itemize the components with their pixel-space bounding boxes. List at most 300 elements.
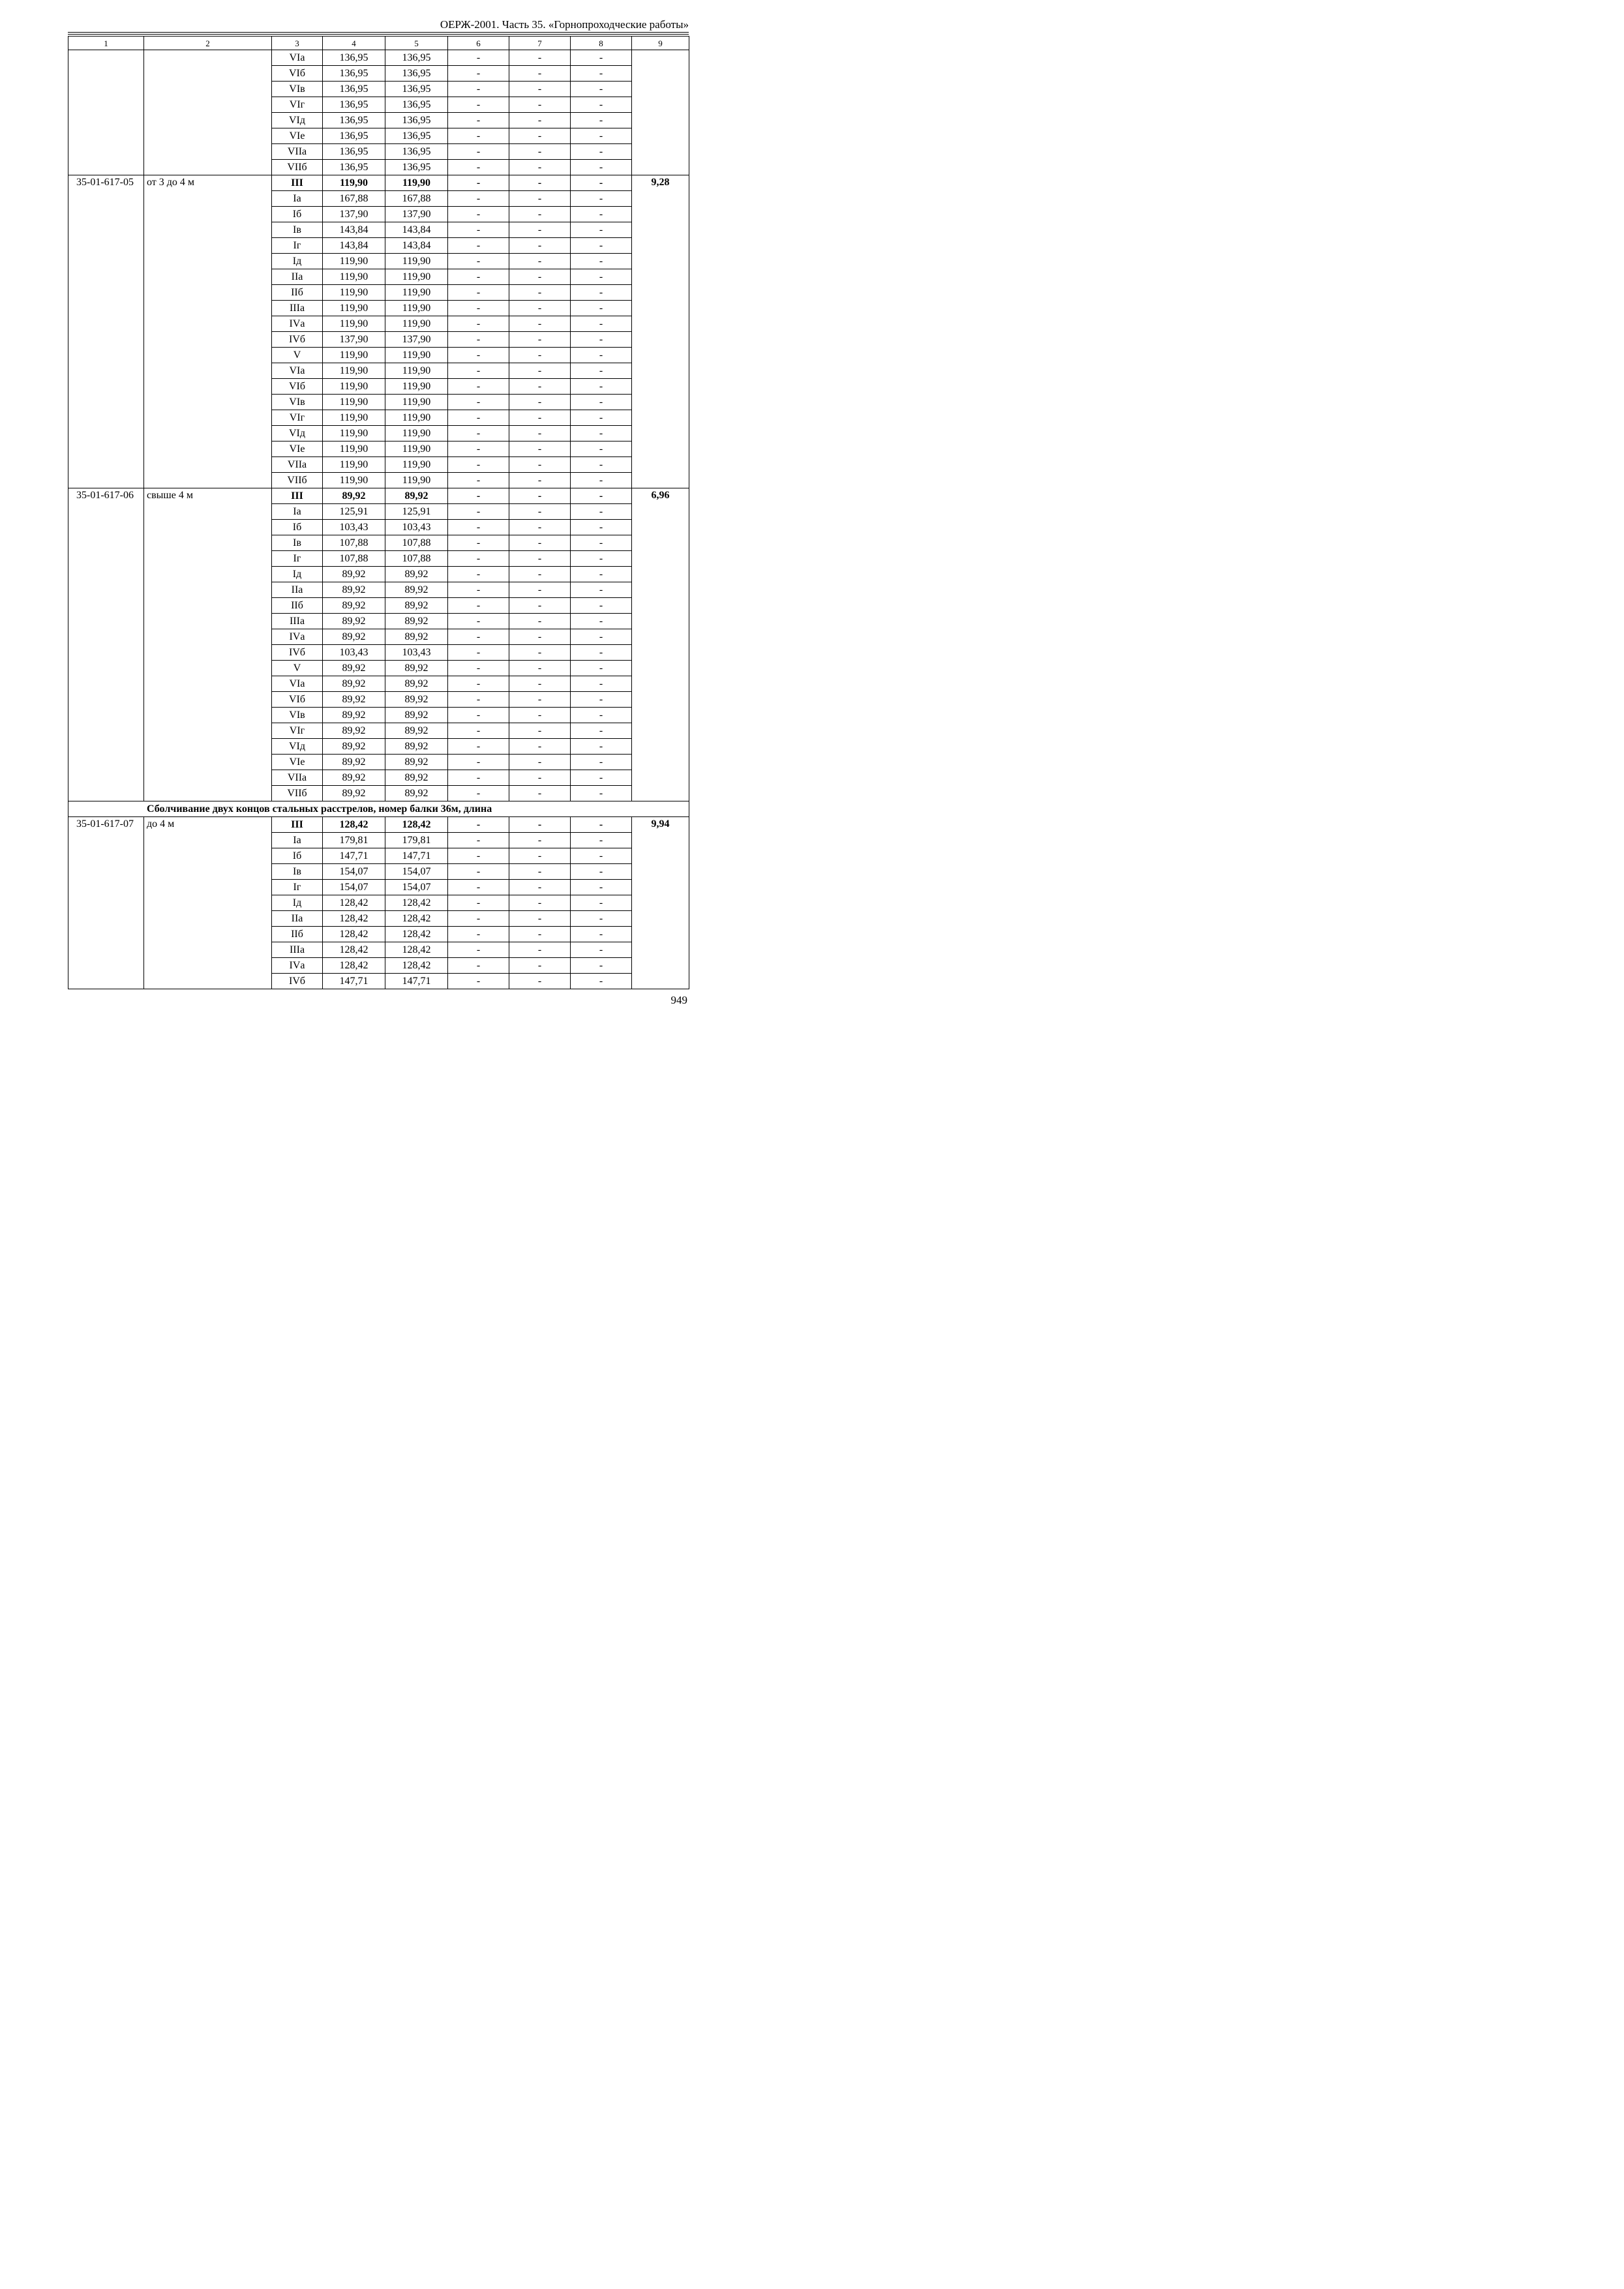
value-cell: - <box>448 113 509 128</box>
value-cell: - <box>509 269 571 285</box>
value-cell: - <box>448 66 509 82</box>
value-cell: - <box>509 441 571 457</box>
col9-value <box>632 927 689 942</box>
rate-code <box>68 301 144 316</box>
rate-description <box>144 864 272 880</box>
rate-code <box>68 942 144 958</box>
value-cell: - <box>509 410 571 426</box>
col9-value <box>632 708 689 723</box>
cost-cell: 89,92 <box>323 567 385 582</box>
value-cell: - <box>448 175 509 191</box>
table-row <box>68 942 689 958</box>
table-row <box>68 473 689 488</box>
value-cell: - <box>448 770 509 786</box>
rate-code <box>68 207 144 222</box>
zone-cell: III <box>272 817 323 833</box>
value-cell: - <box>509 473 571 488</box>
rate-code <box>68 82 144 97</box>
value-cell: - <box>571 629 632 645</box>
cost-cell: 136,95 <box>385 144 448 160</box>
value-cell: - <box>448 755 509 770</box>
table-row <box>68 332 689 348</box>
col9-value: 9,94 <box>632 817 689 833</box>
table-row <box>68 739 689 755</box>
value-cell: - <box>509 770 571 786</box>
cost-cell: 119,90 <box>385 379 448 395</box>
rate-code: 35-01-617-07 <box>68 817 144 833</box>
zone-cell: VIд <box>272 739 323 755</box>
rate-code <box>68 958 144 974</box>
cost-cell: 125,91 <box>323 504 385 520</box>
cost-cell: 119,90 <box>385 348 448 363</box>
zone-cell: VIа <box>272 676 323 692</box>
cost-cell: 89,92 <box>323 770 385 786</box>
value-cell: - <box>571 191 632 207</box>
cost-cell: 89,92 <box>385 770 448 786</box>
table-row <box>68 598 689 614</box>
cost-cell: 128,42 <box>323 958 385 974</box>
value-cell: - <box>509 50 571 66</box>
cost-cell: 89,92 <box>385 661 448 676</box>
value-cell: - <box>448 97 509 113</box>
col9-value <box>632 770 689 786</box>
zone-cell: IVб <box>272 332 323 348</box>
value-cell: - <box>509 66 571 82</box>
value-cell: - <box>448 128 509 144</box>
rate-code <box>68 504 144 520</box>
table-row <box>68 708 689 723</box>
rate-description <box>144 144 272 160</box>
rate-description <box>144 911 272 927</box>
value-cell: - <box>509 175 571 191</box>
rate-code <box>68 755 144 770</box>
rate-code <box>68 426 144 441</box>
value-cell: - <box>571 254 632 269</box>
col9-value <box>632 160 689 175</box>
value-cell: - <box>509 285 571 301</box>
cost-cell: 119,90 <box>323 410 385 426</box>
value-cell: - <box>571 316 632 332</box>
table-row <box>68 974 689 989</box>
zone-cell: IIIа <box>272 614 323 629</box>
table-row <box>68 191 689 207</box>
value-cell: - <box>509 895 571 911</box>
table-row <box>68 410 689 426</box>
value-cell: - <box>448 457 509 473</box>
rate-code <box>68 927 144 942</box>
value-cell: - <box>448 50 509 66</box>
cost-cell: 119,90 <box>385 285 448 301</box>
zone-cell: IVб <box>272 645 323 661</box>
value-cell: - <box>509 848 571 864</box>
zone-cell: Iв <box>272 864 323 880</box>
value-cell: - <box>509 395 571 410</box>
cost-cell: 143,84 <box>323 238 385 254</box>
cost-cell: 107,88 <box>385 551 448 567</box>
cost-cell: 154,07 <box>323 864 385 880</box>
col9-value <box>632 629 689 645</box>
col9-value <box>632 207 689 222</box>
value-cell: - <box>571 441 632 457</box>
rate-description <box>144 567 272 582</box>
rate-description <box>144 457 272 473</box>
cost-cell: 119,90 <box>323 457 385 473</box>
value-cell: - <box>571 974 632 989</box>
rate-description <box>144 285 272 301</box>
table-row <box>68 316 689 332</box>
value-cell: - <box>571 97 632 113</box>
table-row <box>68 175 689 191</box>
zone-cell: Iд <box>272 567 323 582</box>
value-cell: - <box>571 911 632 927</box>
table-row <box>68 770 689 786</box>
value-cell: - <box>448 488 509 504</box>
zone-cell: III <box>272 175 323 191</box>
rate-code <box>68 974 144 989</box>
col9-value <box>632 723 689 739</box>
page-number: 949 <box>670 994 687 1006</box>
rate-description <box>144 66 272 82</box>
cost-cell: 89,92 <box>323 692 385 708</box>
rate-description <box>144 629 272 645</box>
value-cell: - <box>571 379 632 395</box>
cost-cell: 136,95 <box>385 160 448 175</box>
rate-description <box>144 395 272 410</box>
col9-value <box>632 582 689 598</box>
rate-code: 35-01-617-05 <box>68 175 144 191</box>
rate-description <box>144 708 272 723</box>
zone-cell: VIIб <box>272 473 323 488</box>
value-cell: - <box>509 833 571 848</box>
cost-cell: 119,90 <box>385 441 448 457</box>
col9-value <box>632 598 689 614</box>
value-cell: - <box>509 301 571 316</box>
rate-description <box>144 520 272 535</box>
column-header-row <box>68 37 689 50</box>
zone-cell: VIIа <box>272 144 323 160</box>
value-cell: - <box>509 504 571 520</box>
col9-value <box>632 144 689 160</box>
cost-cell: 89,92 <box>323 488 385 504</box>
cost-cell: 119,90 <box>385 410 448 426</box>
value-cell: - <box>448 410 509 426</box>
rate-description <box>144 582 272 598</box>
table-row <box>68 363 689 379</box>
rate-code <box>68 551 144 567</box>
value-cell: - <box>509 488 571 504</box>
value-cell: - <box>571 175 632 191</box>
value-cell: - <box>509 144 571 160</box>
value-cell: - <box>448 160 509 175</box>
rate-code <box>68 144 144 160</box>
table-row <box>68 629 689 645</box>
value-cell: - <box>448 379 509 395</box>
page-header: ОЕРЖ-2001. Часть 35. «Горнопроходческие работы» <box>440 18 689 31</box>
value-cell: - <box>448 348 509 363</box>
value-cell: - <box>448 82 509 97</box>
table-row <box>68 50 689 66</box>
value-cell: - <box>571 708 632 723</box>
col9-value <box>632 82 689 97</box>
cost-cell: 89,92 <box>385 708 448 723</box>
value-cell: - <box>571 395 632 410</box>
value-cell: - <box>509 363 571 379</box>
zone-cell: VIе <box>272 755 323 770</box>
col9-value <box>632 895 689 911</box>
zone-cell: Iа <box>272 833 323 848</box>
value-cell: - <box>571 50 632 66</box>
table-row <box>68 66 689 82</box>
table-row <box>68 82 689 97</box>
value-cell: - <box>509 661 571 676</box>
rate-code <box>68 864 144 880</box>
col9-value <box>632 379 689 395</box>
value-cell: - <box>571 676 632 692</box>
value-cell: - <box>448 692 509 708</box>
rate-code <box>68 222 144 238</box>
rate-code <box>68 113 144 128</box>
rate-description <box>144 755 272 770</box>
value-cell: - <box>448 332 509 348</box>
value-cell: - <box>571 301 632 316</box>
value-cell: - <box>448 817 509 833</box>
zone-cell: VIа <box>272 50 323 66</box>
value-cell: - <box>509 942 571 958</box>
rate-code <box>68 880 144 895</box>
value-cell: - <box>571 222 632 238</box>
cost-cell: 89,92 <box>385 755 448 770</box>
zone-cell: VIIб <box>272 160 323 175</box>
rate-code <box>68 723 144 739</box>
value-cell: - <box>448 645 509 661</box>
table-row <box>68 911 689 927</box>
cost-cell: 119,90 <box>385 395 448 410</box>
value-cell: - <box>448 144 509 160</box>
cost-cell: 136,95 <box>323 113 385 128</box>
column-header: 3 <box>272 37 323 50</box>
zone-cell: VIIб <box>272 786 323 801</box>
rate-code: 35-01-617-06 <box>68 488 144 504</box>
value-cell: - <box>571 927 632 942</box>
value-cell: - <box>448 708 509 723</box>
zone-cell: Iб <box>272 848 323 864</box>
cost-cell: 136,95 <box>385 113 448 128</box>
value-cell: - <box>509 692 571 708</box>
table-row <box>68 848 689 864</box>
value-cell: - <box>571 582 632 598</box>
rate-code <box>68 410 144 426</box>
zone-cell: Iд <box>272 895 323 911</box>
rate-description <box>144 363 272 379</box>
value-cell: - <box>448 880 509 895</box>
value-cell: - <box>509 332 571 348</box>
value-cell: - <box>448 598 509 614</box>
zone-cell: Iг <box>272 238 323 254</box>
value-cell: - <box>509 629 571 645</box>
rate-description <box>144 770 272 786</box>
zone-cell: IIа <box>272 582 323 598</box>
value-cell: - <box>571 567 632 582</box>
cost-cell: 107,88 <box>323 535 385 551</box>
table-row <box>68 676 689 692</box>
cost-cell: 119,90 <box>323 395 385 410</box>
value-cell: - <box>571 238 632 254</box>
value-cell: - <box>509 817 571 833</box>
rate-code <box>68 269 144 285</box>
rate-code <box>68 97 144 113</box>
table-row <box>68 395 689 410</box>
rate-description <box>144 645 272 661</box>
table-row <box>68 927 689 942</box>
rate-code <box>68 833 144 848</box>
cost-cell: 128,42 <box>385 958 448 974</box>
value-cell: - <box>509 723 571 739</box>
cost-cell: 119,90 <box>323 285 385 301</box>
col9-value <box>632 551 689 567</box>
rate-description <box>144 191 272 207</box>
cost-cell: 119,90 <box>323 316 385 332</box>
value-cell: - <box>571 426 632 441</box>
zone-cell: Iв <box>272 535 323 551</box>
zone-cell: VIг <box>272 723 323 739</box>
cost-cell: 119,90 <box>323 175 385 191</box>
value-cell: - <box>571 488 632 504</box>
value-cell: - <box>509 739 571 755</box>
cost-cell: 137,90 <box>323 332 385 348</box>
column-header: 9 <box>632 37 689 50</box>
col9-value <box>632 473 689 488</box>
col9-value <box>632 254 689 269</box>
cost-cell: 128,42 <box>323 911 385 927</box>
cost-cell: 89,92 <box>385 786 448 801</box>
value-cell: - <box>571 207 632 222</box>
value-cell: - <box>571 82 632 97</box>
value-cell: - <box>448 301 509 316</box>
rate-description <box>144 786 272 801</box>
cost-cell: 119,90 <box>385 301 448 316</box>
value-cell: - <box>571 66 632 82</box>
zone-cell: VIб <box>272 379 323 395</box>
rate-description <box>144 833 272 848</box>
rate-description <box>144 692 272 708</box>
value-cell: - <box>509 864 571 880</box>
table-row <box>68 880 689 895</box>
zone-cell: VIв <box>272 395 323 410</box>
cost-cell: 103,43 <box>323 645 385 661</box>
value-cell: - <box>509 974 571 989</box>
value-cell: - <box>448 614 509 629</box>
table-row <box>68 348 689 363</box>
rates-table <box>68 36 689 989</box>
rate-description: до 4 м <box>144 817 272 833</box>
cost-cell: 89,92 <box>385 598 448 614</box>
cost-cell: 154,07 <box>385 864 448 880</box>
col9-value <box>632 285 689 301</box>
table-row <box>68 551 689 567</box>
col9-value <box>632 958 689 974</box>
value-cell: - <box>448 441 509 457</box>
rate-code <box>68 614 144 629</box>
cost-cell: 119,90 <box>323 301 385 316</box>
cost-cell: 136,95 <box>385 50 448 66</box>
rate-description <box>144 551 272 567</box>
value-cell: - <box>448 582 509 598</box>
table-row <box>68 207 689 222</box>
value-cell: - <box>571 144 632 160</box>
zone-cell: VIг <box>272 410 323 426</box>
cost-cell: 128,42 <box>385 942 448 958</box>
rate-description <box>144 160 272 175</box>
zone-cell: VIе <box>272 441 323 457</box>
value-cell: - <box>571 520 632 535</box>
value-cell: - <box>509 254 571 269</box>
col9-value <box>632 614 689 629</box>
table-row <box>68 441 689 457</box>
cost-cell: 89,92 <box>323 786 385 801</box>
col9-value <box>632 426 689 441</box>
zone-cell: Iа <box>272 504 323 520</box>
rate-code <box>68 348 144 363</box>
cost-cell: 89,92 <box>323 582 385 598</box>
rate-code <box>68 128 144 144</box>
value-cell: - <box>509 614 571 629</box>
value-cell: - <box>448 191 509 207</box>
zone-cell: IVа <box>272 958 323 974</box>
rate-code <box>68 911 144 927</box>
zone-cell: Iг <box>272 880 323 895</box>
col9-value <box>632 567 689 582</box>
col9-value <box>632 222 689 238</box>
value-cell: - <box>448 786 509 801</box>
cost-cell: 136,95 <box>323 82 385 97</box>
value-cell: - <box>571 285 632 301</box>
cost-cell: 147,71 <box>323 974 385 989</box>
value-cell: - <box>509 348 571 363</box>
value-cell: - <box>571 692 632 708</box>
table-row <box>68 269 689 285</box>
rate-code <box>68 457 144 473</box>
zone-cell: VIа <box>272 363 323 379</box>
cost-cell: 89,92 <box>385 692 448 708</box>
value-cell: - <box>571 895 632 911</box>
value-cell: - <box>571 958 632 974</box>
value-cell: - <box>571 598 632 614</box>
rate-description <box>144 958 272 974</box>
cost-cell: 89,92 <box>323 676 385 692</box>
value-cell: - <box>571 817 632 833</box>
value-cell: - <box>448 254 509 269</box>
cost-cell: 119,90 <box>323 363 385 379</box>
rate-description <box>144 222 272 238</box>
rate-description <box>144 441 272 457</box>
cost-cell: 179,81 <box>323 833 385 848</box>
value-cell: - <box>448 316 509 332</box>
cost-cell: 137,90 <box>385 332 448 348</box>
rate-code <box>68 598 144 614</box>
cost-cell: 89,92 <box>385 488 448 504</box>
rate-code <box>68 285 144 301</box>
value-cell: - <box>509 128 571 144</box>
value-cell: - <box>509 379 571 395</box>
zone-cell: IIIа <box>272 942 323 958</box>
value-cell: - <box>448 473 509 488</box>
table-row <box>68 895 689 911</box>
cost-cell: 136,95 <box>323 50 385 66</box>
value-cell: - <box>571 348 632 363</box>
cost-cell: 89,92 <box>323 708 385 723</box>
value-cell: - <box>448 723 509 739</box>
rate-code <box>68 254 144 269</box>
